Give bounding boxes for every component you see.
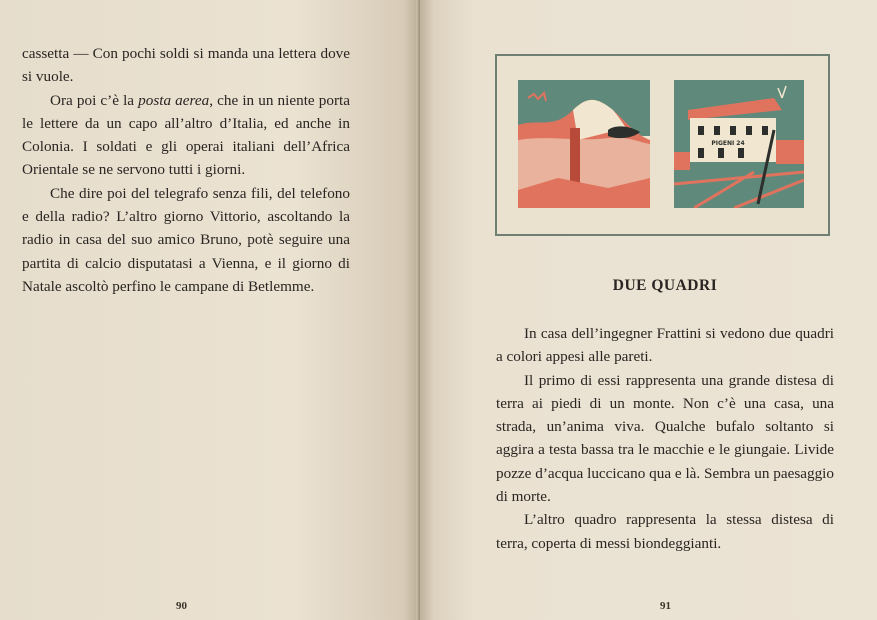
right-page (420, 0, 877, 620)
paragraph-1: cassetta — Con pochi soldi si manda una lettera dove si vuole. (22, 45, 350, 86)
page-number-left: 90 (176, 600, 187, 612)
chapter-title: DUE QUADRI (612, 277, 718, 294)
paragraph-2: Il primo di essi rappresenta una grande distesa di terra ai piedi di un monte. Non c’è una casa, una strada, un’anima viva. Qualche bufalo soltanto si aggira a testa bassa tra le macchie e le giungaie. Livide pozze d’acqua luccicano qua e là. Sembra un paesaggio di morte. (496, 371, 834, 506)
paragraph-2 (22, 89, 350, 182)
right-page-text (496, 322, 834, 555)
house-sign: PIGENI 24 (711, 140, 745, 147)
paragraph-1: In casa dell’ingegner Frattini si vedono due quadri a colori appesi alle pareti. (496, 325, 834, 366)
paragraph-2-start: Ora poi c’è la (50, 91, 139, 109)
left-page-text (22, 42, 350, 298)
paragraph-2-end: , che in un niente porta le lettere da un capo all’altro d’Italia, ed anche in Colonia. I soldati e gli operai italiani dell’Africa Orientale se ne servono tutti i giorni. (22, 91, 350, 179)
mountain-illustration (518, 80, 650, 208)
paragraph-3: Che dire poi del telegrafo senza fili, del telefono e della radio? L’altro giorno Vittorio, ascoltando la radio in casa del suo amico Bruno, potè seguire una partita di calcio disputatasi a Vienna, e il giorno di Natale ascoltò perfino le campane di Betlemme. (22, 184, 350, 295)
page-number-right: 91 (660, 600, 671, 612)
paragraph-3: L’altro quadro rappresenta la stessa distesa di terra, coperta di messi biondeggianti. (496, 511, 834, 552)
paragraph-2-italic: posta aerea (138, 91, 210, 109)
illustration-frame (495, 54, 830, 236)
left-page (0, 0, 420, 620)
house-illustration (674, 80, 804, 208)
